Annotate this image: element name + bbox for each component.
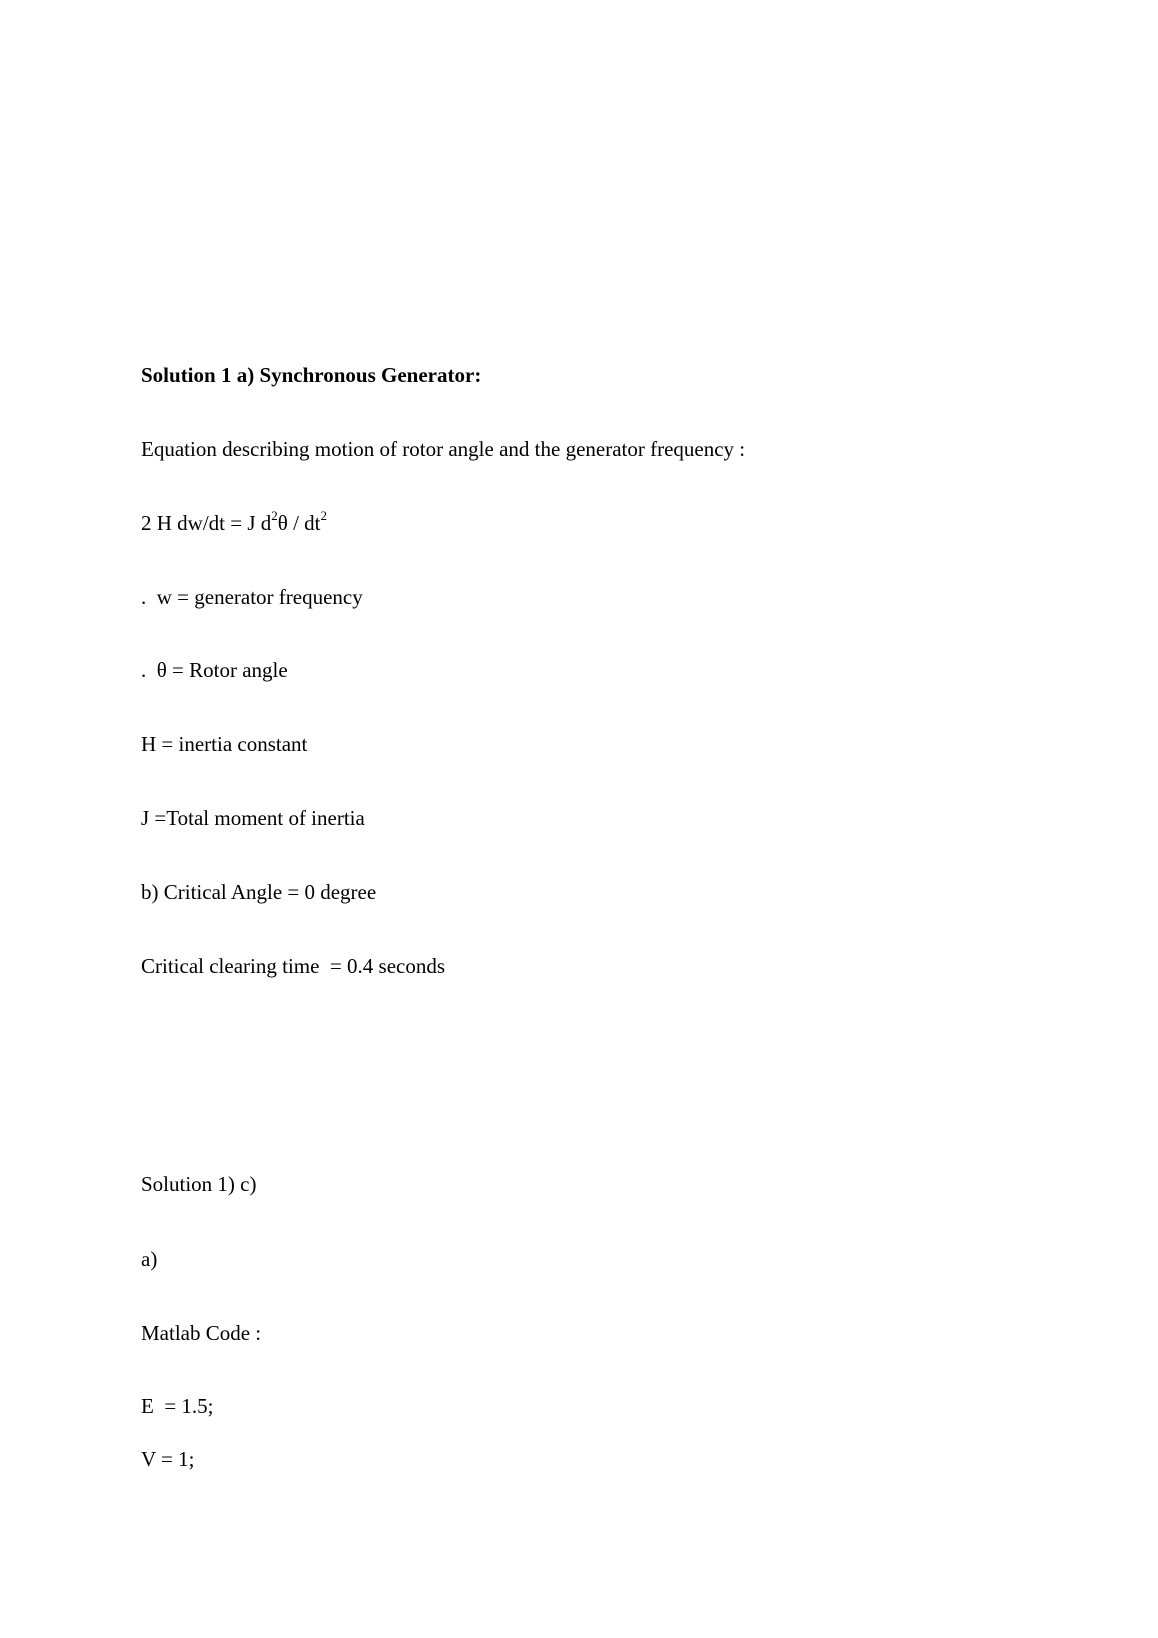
part-a-label: a)	[141, 1247, 158, 1271]
equation-sup1: 2	[271, 508, 278, 523]
equation-part1: 2 H dw/dt = J d	[141, 511, 272, 535]
equation-part2: θ / dt	[277, 511, 321, 535]
equation-sup2: 2	[320, 508, 327, 523]
matlab-code-label: Matlab Code :	[141, 1321, 262, 1345]
code-line: V = 1;	[141, 1447, 195, 1471]
code-line: E = 1.5;	[141, 1394, 214, 1418]
definition-frequency: . w = generator frequency	[141, 585, 363, 609]
solution-heading: Solution 1 a) Synchronous Generator:	[141, 363, 482, 387]
rotor-equation	[141, 510, 327, 536]
critical-time-text: Critical clearing time = 0.4 seconds	[141, 954, 446, 978]
definition-moment-of-inertia: J =Total moment of inertia	[141, 806, 365, 830]
definition-inertia-constant: H = inertia constant	[141, 732, 308, 756]
definition-rotor-angle: . θ = Rotor angle	[141, 658, 288, 682]
intro-text: Equation describing motion of rotor angle and the generator frequency :	[141, 437, 746, 461]
solution-c-heading: Solution 1) c)	[141, 1172, 257, 1196]
critical-angle-text: b) Critical Angle = 0 degree	[141, 880, 377, 904]
